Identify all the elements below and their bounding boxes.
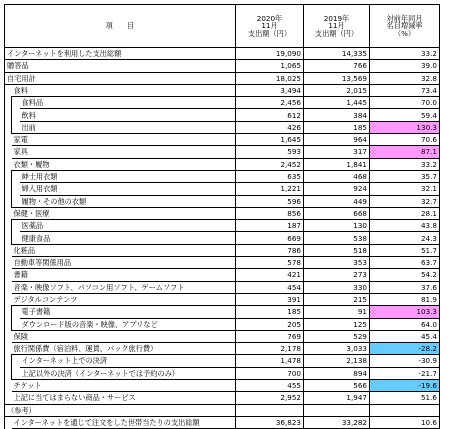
row-label: 出前 [20,121,236,133]
row-rate: 28.1 [370,207,440,219]
row-rate: 64.0 [370,318,440,330]
row-value-2020: 421 [236,269,304,281]
row-value-2020: 18,025 [236,72,304,84]
row-value-2020: 769 [236,330,304,342]
header-2019-month: 11月 [328,21,345,31]
row-label: インターネットを利用した支出総額 [5,48,236,60]
row-label: インターネットを通じて注文をした世帯当たりの支出総額 [12,416,236,428]
table-row [5,158,440,170]
row-value-2019: 33,282 [304,416,370,428]
row-value-2019 [304,404,370,416]
row-value-2020: 1,645 [236,134,304,146]
row-label: 婦人用衣類 [20,183,236,195]
indent-cell [12,121,20,133]
row-value-2019: 668 [304,207,370,219]
row-label: 上記に当てはまらない商品・サービス [12,392,236,404]
indent-cell [5,244,12,256]
row-rate: 37.6 [370,281,440,293]
indent-cell [5,195,12,207]
indent-cell [5,121,12,133]
row-value-2019: 529 [304,330,370,342]
row-value-2020: 187 [236,220,304,232]
table-row [5,60,440,72]
row-value-2019: 566 [304,380,370,392]
table-row [5,269,440,281]
row-value-2020: 2,178 [236,343,304,355]
row-label: 化粧品 [12,244,236,256]
row-label: 衣類・履物 [12,158,236,170]
row-value-2020: 2,952 [236,392,304,404]
indent-cell [12,318,20,330]
indent-cell [12,306,20,318]
row-rate: 70.6 [370,134,440,146]
header-rate [370,5,440,48]
row-label: 健康食品 [20,232,236,244]
row-value-2020: 786 [236,244,304,256]
table-row [5,355,440,367]
row-value-2019: 317 [304,146,370,158]
table-row [5,244,440,256]
table-row [5,170,440,182]
indent-cell [5,306,12,318]
row-rate: 33.2 [370,48,440,60]
row-label: 保健・医療 [12,207,236,219]
row-label: 自動車等関係用品 [12,257,236,269]
table-row [5,48,440,60]
row-label: 家電 [12,134,236,146]
indent-cell [5,318,12,330]
row-rate: 103.3 [370,306,440,318]
table-row [5,207,440,219]
header-2020 [236,5,304,48]
row-value-2019: 1,445 [304,97,370,109]
header-2019-year: 2019年 [323,14,350,24]
table-row [5,134,440,146]
row-value-2020: 1,478 [236,355,304,367]
row-value-2020: 2,452 [236,158,304,170]
row-rate: 70.0 [370,97,440,109]
indent-cell [5,134,12,146]
row-value-2020: 856 [236,207,304,219]
row-label: 家具 [12,146,236,158]
row-label: 自宅用計 [5,72,236,84]
table-row [5,220,440,232]
indent-cell [12,97,20,109]
indent-cell [5,109,12,121]
row-rate: 33.2 [370,158,440,170]
row-rate: -28.2 [370,343,440,355]
row-value-2020: 455 [236,380,304,392]
row-value-2019: 924 [304,183,370,195]
row-rate: 59.4 [370,109,440,121]
row-rate: 10.6 [370,416,440,428]
row-rate: 39.0 [370,60,440,72]
row-value-2020: 635 [236,170,304,182]
row-value-2020: 391 [236,293,304,305]
row-label: 飲料 [20,109,236,121]
row-value-2020: 19,090 [236,48,304,60]
row-value-2020: 185 [236,306,304,318]
indent-cell [5,355,12,367]
row-value-2020: 612 [236,109,304,121]
header-2020-unit: 支出額（円） [247,28,292,38]
table-row [5,380,440,392]
indent-cell [5,146,12,158]
row-rate: 32.8 [370,72,440,84]
row-value-2019: 91 [304,306,370,318]
row-value-2020: 669 [236,232,304,244]
indent-cell [5,380,12,392]
header-rate-unit: （%） [393,28,416,38]
indent-cell [5,367,12,379]
row-rate: -30.9 [370,355,440,367]
row-value-2019: 353 [304,257,370,269]
row-value-2020: 578 [236,257,304,269]
row-label: 音楽・映像ソフト、パソコン用ソフト、ゲームソフト [12,281,236,293]
header-rate-line2: 名目増減率 [386,21,423,31]
row-rate [370,404,440,416]
row-value-2020 [236,404,304,416]
row-rate: 51.6 [370,392,440,404]
row-value-2020: 700 [236,367,304,379]
table-row [5,232,440,244]
row-rate: 35.7 [370,170,440,182]
indent-cell [5,293,12,305]
indent-cell [5,97,12,109]
table-row [5,392,440,404]
header-2020-month: 11月 [261,21,278,31]
row-value-2019: 14,335 [304,48,370,60]
row-value-2020: 3,494 [236,84,304,96]
header-2019 [304,5,370,48]
row-label: 旅行関係費（宿泊料、運賃、パック旅行費） [12,343,236,355]
row-rate: -19.6 [370,380,440,392]
indent-cell [12,183,20,195]
table-row [5,330,440,342]
row-value-2019: 766 [304,60,370,72]
row-label: 履物・その他の衣類 [20,195,236,207]
row-value-2019: 1,841 [304,158,370,170]
table-row [5,343,440,355]
indent-cell [5,232,12,244]
row-label: インターネット上での決済 [20,355,236,367]
indent-cell [12,355,20,367]
table-row [5,84,440,96]
row-value-2019: 13,569 [304,72,370,84]
row-rate: 24.3 [370,232,440,244]
table-row [5,146,440,158]
row-label: 医薬品 [20,220,236,232]
header-2020-year: 2020年 [256,14,283,24]
table-row [5,109,440,121]
row-rate: 54.2 [370,269,440,281]
header-rate-line1: 対前年同月 [386,14,423,24]
row-rate: 32.1 [370,183,440,195]
table-row [5,281,440,293]
header-item: 項 目 [5,5,236,48]
indent-cell [5,158,12,170]
row-label: 食料 [12,84,236,96]
row-value-2020: 454 [236,281,304,293]
table-row [5,72,440,84]
row-value-2019: 273 [304,269,370,281]
row-label: 紳士用衣類 [20,170,236,182]
row-label: チケット [12,380,236,392]
table-header-row [5,5,440,48]
table-row [5,306,440,318]
table-row [5,183,440,195]
table-row [5,121,440,133]
row-value-2020: 2,456 [236,97,304,109]
indent-cell [5,84,12,96]
table-row [5,404,440,416]
table-row [5,367,440,379]
row-label: ダウンロード版の音楽・映像、アプリなど [20,318,236,330]
row-value-2019: 449 [304,195,370,207]
row-label: 保険 [12,330,236,342]
row-value-2020: 205 [236,318,304,330]
row-value-2020: 1,221 [236,183,304,195]
row-rate: 81.9 [370,293,440,305]
row-rate: 63.7 [370,257,440,269]
table-row [5,97,440,109]
row-rate: 73.4 [370,84,440,96]
row-value-2019: 964 [304,134,370,146]
row-value-2019: 330 [304,281,370,293]
indent-cell [5,207,12,219]
indent-cell [12,170,20,182]
indent-cell [5,416,12,428]
row-rate: -21.7 [370,367,440,379]
row-value-2020: 593 [236,146,304,158]
row-value-2019: 185 [304,121,370,133]
row-rate: 32.7 [370,195,440,207]
row-label: 電子書籍 [20,306,236,318]
indent-cell [5,183,12,195]
row-value-2019: 894 [304,367,370,379]
table-row [5,318,440,330]
row-rate: 130.3 [370,121,440,133]
row-value-2019: 538 [304,232,370,244]
indent-cell [5,343,12,355]
row-label: 食料品 [20,97,236,109]
header-2019-unit: 支出額（円） [314,28,359,38]
indent-cell [12,367,20,379]
row-rate: 43.8 [370,220,440,232]
row-label: デジタルコンテンツ [12,293,236,305]
row-value-2019: 2,015 [304,84,370,96]
row-value-2019: 384 [304,109,370,121]
row-label: 書籍 [12,269,236,281]
row-rate: 51.7 [370,244,440,256]
row-label: 贈答品 [5,60,236,72]
indent-cell [5,269,12,281]
indent-cell [12,232,20,244]
indent-cell [5,220,12,232]
indent-cell [5,330,12,342]
row-value-2019: 215 [304,293,370,305]
row-value-2020: 36,823 [236,416,304,428]
spending-table [4,4,440,429]
table-row [5,195,440,207]
row-value-2019: 130 [304,220,370,232]
row-value-2020: 596 [236,195,304,207]
indent-cell [5,392,12,404]
table-body [5,48,440,429]
row-label: （参考） [5,404,236,416]
row-value-2019: 518 [304,244,370,256]
indent-cell [12,109,20,121]
indent-cell [5,281,12,293]
indent-cell [12,220,20,232]
row-value-2019: 125 [304,318,370,330]
row-value-2019: 468 [304,170,370,182]
indent-cell [5,257,12,269]
row-label: 上記以外の決済（インターネットでは予約のみ） [20,367,236,379]
table-row [5,293,440,305]
row-rate: 45.4 [370,330,440,342]
row-value-2019: 1,947 [304,392,370,404]
row-value-2020: 1,065 [236,60,304,72]
indent-cell [5,170,12,182]
row-value-2019: 3,033 [304,343,370,355]
indent-cell [12,195,20,207]
row-value-2020: 426 [236,121,304,133]
row-value-2019: 2,138 [304,355,370,367]
row-rate: 87.1 [370,146,440,158]
table-row [5,257,440,269]
table-row [5,416,440,428]
